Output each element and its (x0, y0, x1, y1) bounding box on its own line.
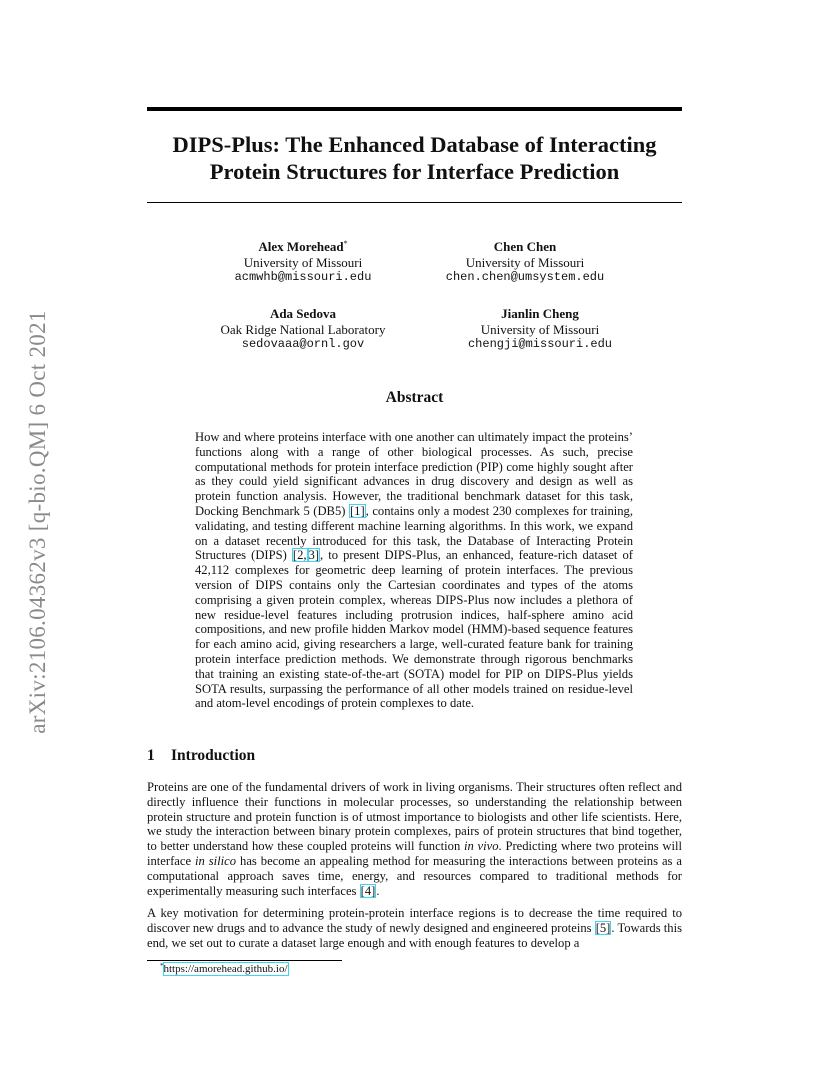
section-title: Introduction (171, 747, 256, 764)
author-block-morehead (178, 239, 428, 286)
citation-link[interactable]: [5] (595, 920, 611, 935)
footnote-rule (147, 960, 342, 961)
author-affiliation: University of Missouri (480, 321, 600, 337)
author-name: Ada Sedova (269, 306, 337, 321)
citation-link[interactable]: [2, (292, 548, 307, 563)
footnote-marker: * (343, 239, 348, 248)
arxiv-identifier: arXiv:2106.04362v3 [q-bio.QM] 6 Oct 2021 (25, 310, 50, 734)
title-bottom-rule (147, 202, 682, 203)
footnote (160, 962, 288, 975)
title-line-2: Protein Structures for Interface Prediction (209, 159, 620, 184)
author-name: Chen Chen (493, 239, 557, 254)
author-name: Alex Morehead* (258, 239, 348, 254)
abstract-body: How and where proteins interface with one another can ultimately impact the proteins’ functions along with a range of other biological processes. As such, precise computational methods for protein interface prediction (PIP) come highly sought after as they could yield significant advances in drug discovery and design as well as protein function analysis. However, the traditional benchmark dataset for this task, Docking Benchmark 5 (DB5) [1], contains only a modest 230 complexes for training, validating, and testing different machine learning algorithms. In this work, we expand on a dataset recently introduced for this task, the Database of Interacting Protein Structures (DIPS) [2, 3], to present DIPS-Plus, an enhanced, feature-rich dataset of 42,112 complexes for geometric deep learning of protein interfaces. The previous version of DIPS contains only the Cartesian coordinates and types of the atoms comprising a given protein complex, whereas DIPS-Plus now includes a plethora of new residue-level features including protrusion indices, half-sphere amino acid compositions, and new profile hidden Markov model (HMM)-based sequence features for each amino acid, giving researchers a large, well-curated feature bank for training protein interface prediction methods. We demonstrate through rigorous benchmarks that training an existing state-of-the-art (SOTA) model for PIP on DIPS-Plus yields SOTA results, surpassing the performance of all other models trained on residue-level and atom-level encodings of protein complexes to date. (195, 430, 633, 711)
author-affiliation: Oak Ridge National Laboratory (220, 321, 386, 337)
citation-link[interactable]: 3] (308, 548, 320, 563)
title-line-1: DIPS-Plus: The Enhanced Database of Interacting (172, 132, 657, 157)
section-number: 1 (147, 747, 155, 764)
author-email[interactable]: chen.chen@umsystem.edu (445, 270, 605, 284)
author-block-sedova (178, 306, 428, 353)
author-block-cheng (415, 306, 665, 353)
abstract-heading: Abstract (385, 389, 444, 406)
author-email[interactable]: sedovaaa@ornl.gov (241, 337, 365, 351)
citation-link[interactable]: [1] (349, 503, 365, 518)
author-name: Jianlin Cheng (501, 306, 579, 321)
author-block-chen (400, 239, 650, 286)
intro-paragraph-2: A key motivation for determining protein-protein interface regions is to decrease the time required to discover new drugs and to advance the study of newly designed and engineered proteins [5]. Towards this end, we set out to curate a dataset large enough and with enough features to develop a (147, 906, 682, 950)
author-affiliation: University of Missouri (465, 254, 585, 270)
author-email[interactable]: acmwhb@missouri.edu (234, 270, 372, 284)
title-top-rule (147, 107, 682, 111)
citation-link[interactable]: [4] (360, 883, 376, 898)
paper-title (147, 131, 682, 185)
intro-paragraph-1: Proteins are one of the fundamental drivers of work in living organisms. Their structures often reflect and directly influence their functions in molecular processes, so understanding the relationship between protein structure and protein function is of utmost importance to biologists and other life scientists. Here, we study the interaction between binary protein complexes, pairs of protein structures that bind together, to better understand how these coupled proteins will function in vivo. Predicting where two proteins will interface in silico has become an appealing method for measuring the interactions between proteins as a computational approach saves time, energy, and resources compared to traditional methods for experimentally measuring such interfaces [4]. (147, 780, 683, 898)
section-heading-introduction (147, 747, 255, 765)
author-email[interactable]: chengji@missouri.edu (467, 337, 613, 351)
homepage-link[interactable]: https://amorehead.github.io/ (163, 963, 288, 975)
footnote-marker: * (160, 962, 164, 970)
author-affiliation: University of Missouri (243, 254, 363, 270)
